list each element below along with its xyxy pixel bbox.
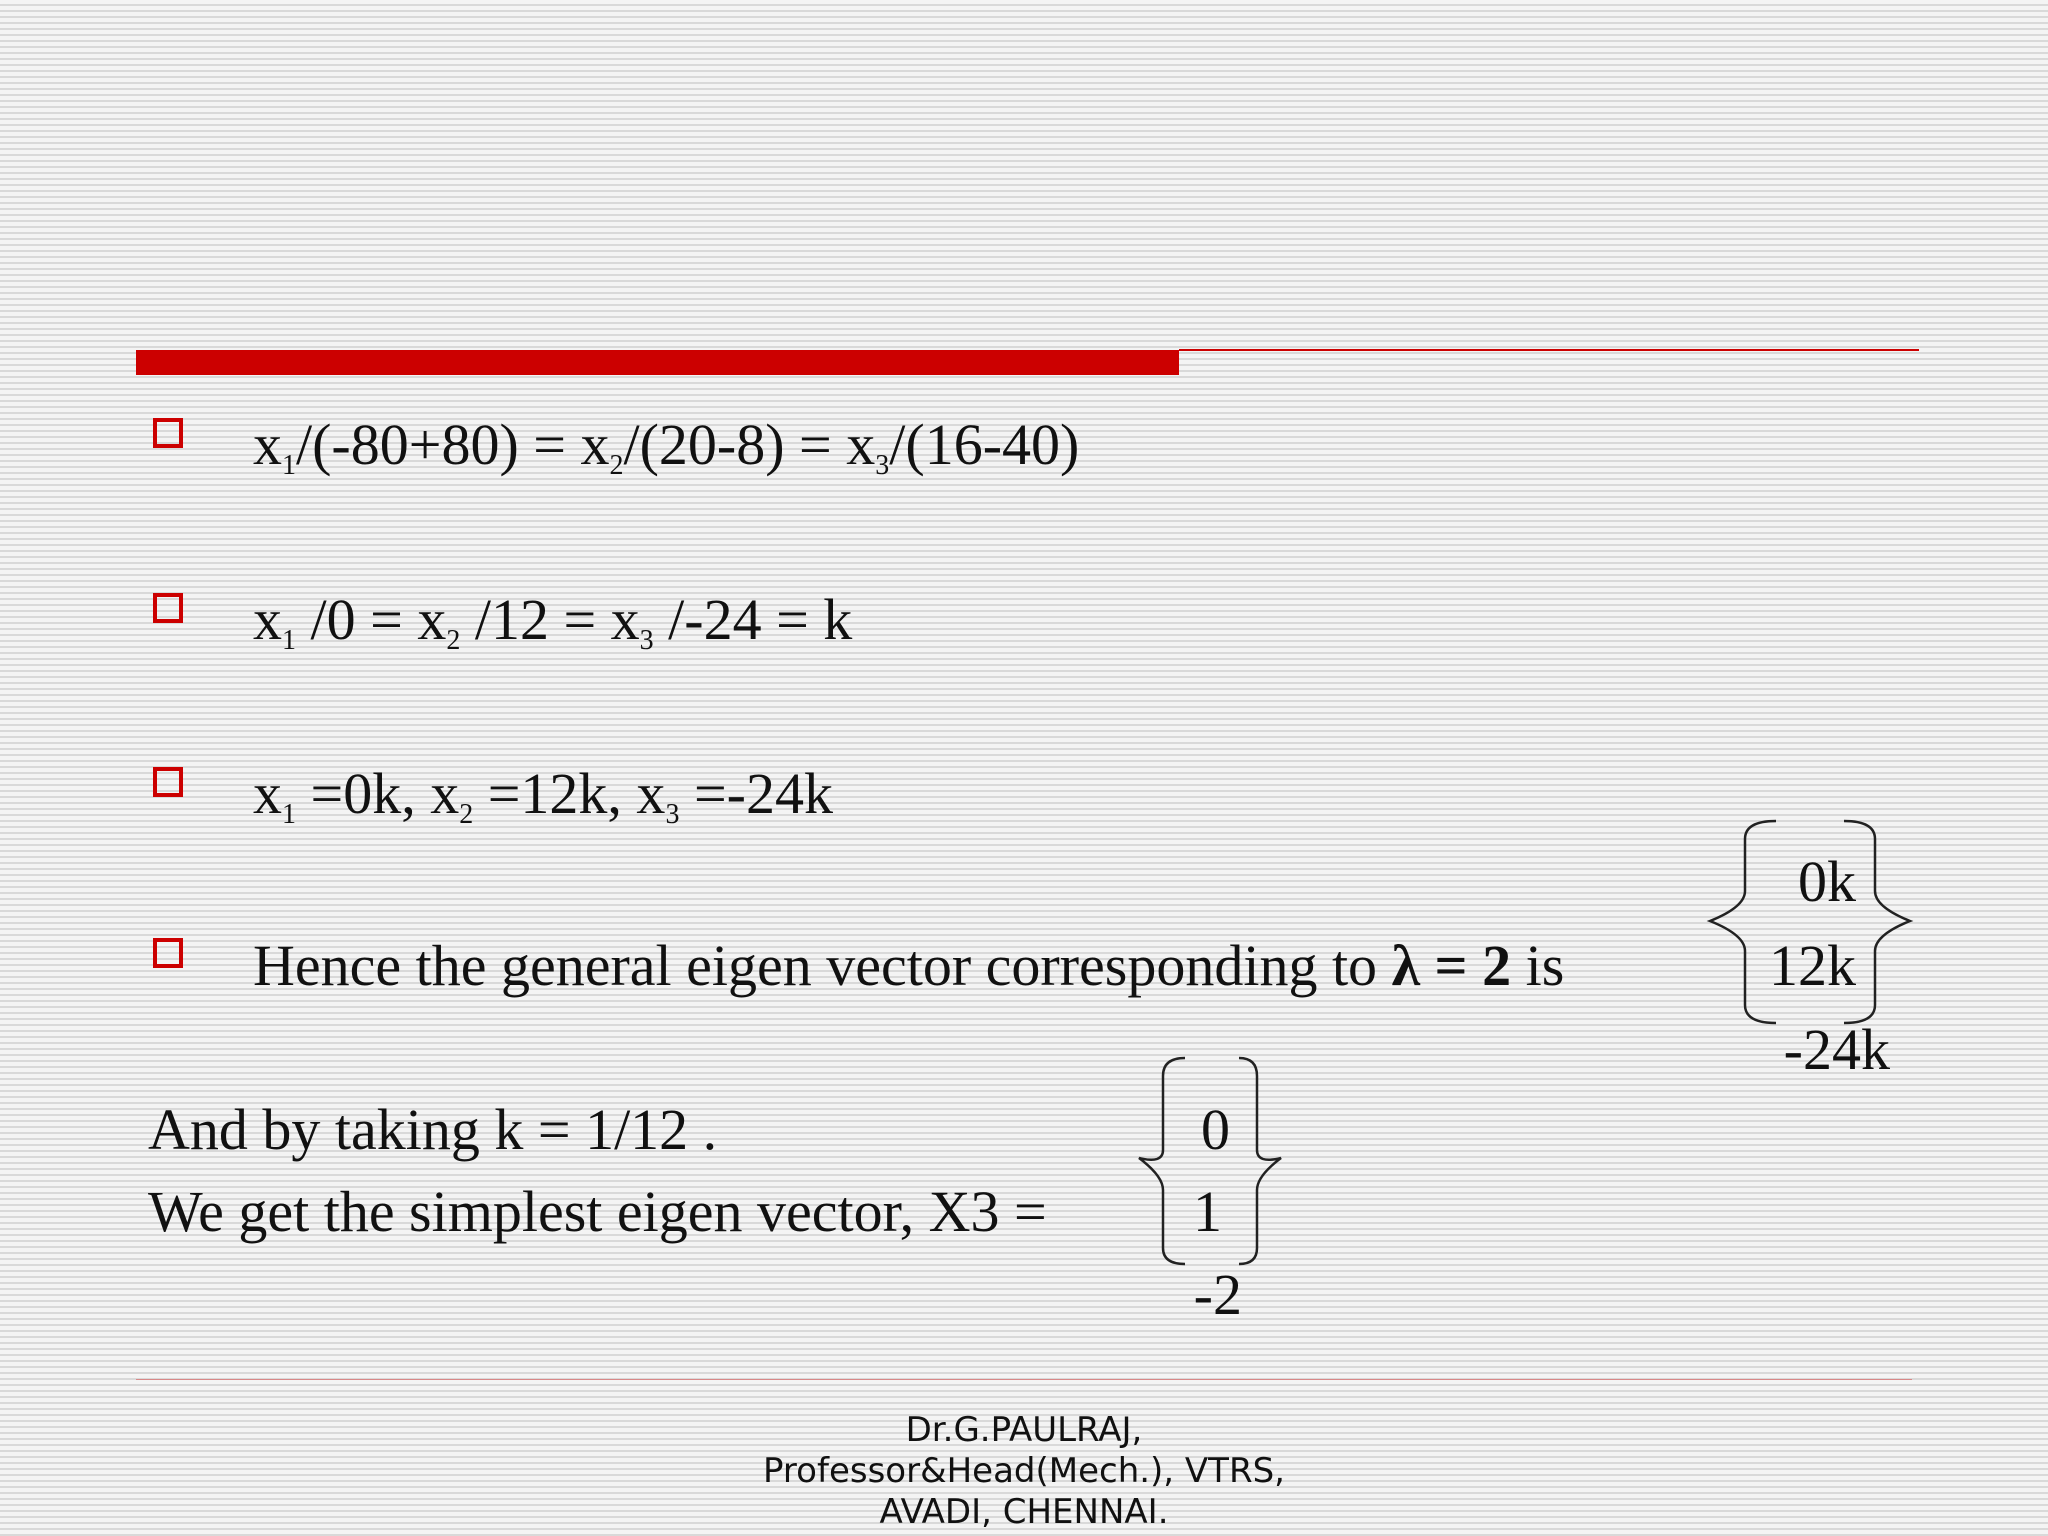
equation-components-line: $x_1 =0k$, $x_2 =12k$, $x_3 =-24k$ [253, 761, 833, 830]
footer-line: Professor&Head(Mech.), VTRS, [763, 1451, 1285, 1491]
general-vector-entry: 0k [1798, 849, 1856, 914]
equation-k-line: $x_1$ $/0 = x_2$ $/12 = x_3$ /-24 = k [253, 587, 853, 656]
title-bar-thick [136, 350, 1179, 375]
footer-divider [136, 1379, 1912, 1380]
general-vector-entry: -24k [1783, 1017, 1890, 1082]
simplest-vector-entry: 0 [1201, 1097, 1230, 1162]
simplest-vector-label: We get the simplest eigen vector, X3 = [148, 1179, 1047, 1244]
general-eigen-vector-statement: Hence the general eigen vector corresponding to λ = 2 is [253, 933, 1565, 998]
general-vector-entry: 12k [1769, 933, 1856, 998]
bullet-square-icon [153, 938, 183, 968]
footer-line: Dr.G.PAULRAJ, [905, 1410, 1143, 1450]
simplest-vector-entry: 1 [1193, 1179, 1222, 1244]
equation-ratio-line: $x_1/(-80+80) = x_2/(20-8) = x_3/(16-40)$ [253, 412, 1080, 481]
bullet-square-icon [153, 593, 183, 623]
title-bar-thin [1179, 349, 1919, 351]
k-substitution-text: And by taking k = 1/12 . [148, 1097, 718, 1162]
bullet-square-icon [153, 418, 183, 448]
simplest-vector-entry: -2 [1193, 1262, 1242, 1327]
footer-credit [724, 1410, 1324, 1533]
bullet-square-icon [153, 767, 183, 797]
footer-line: AVADI, CHENNAI. [879, 1492, 1169, 1532]
